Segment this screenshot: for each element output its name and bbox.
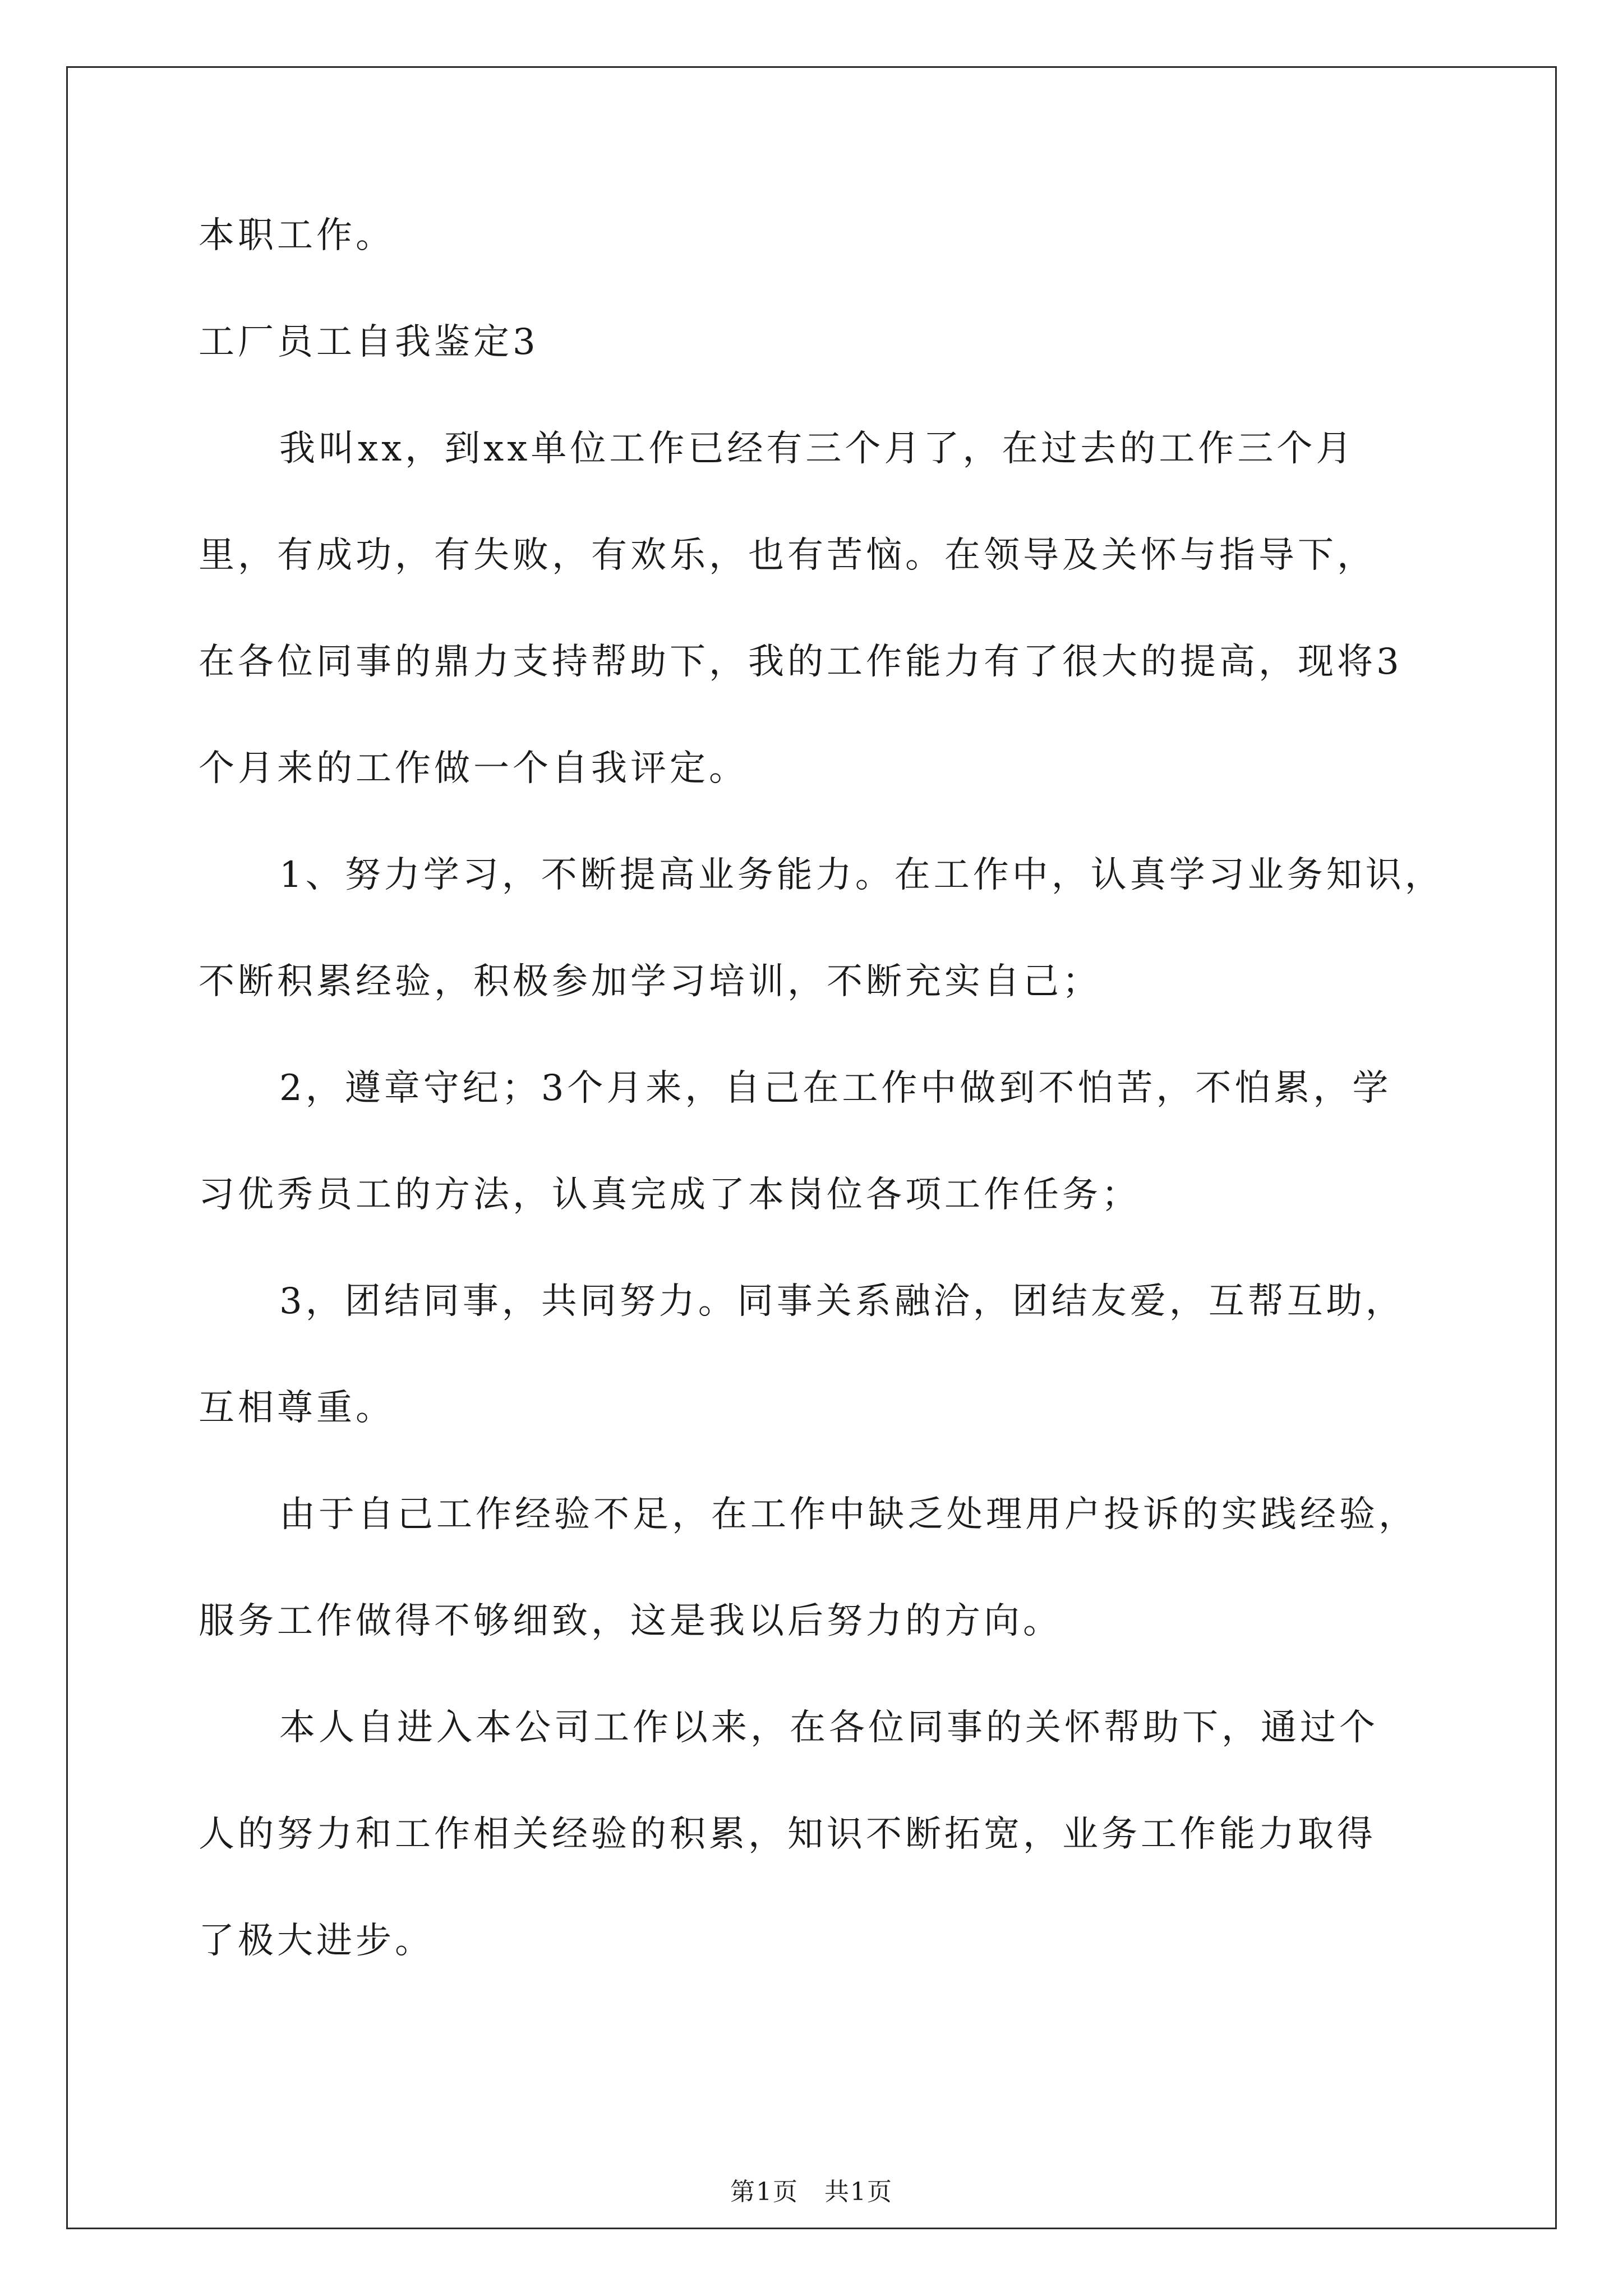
body-line: 服务工作做得不够细致，这是我以后努力的方向。 <box>199 1600 1062 1642</box>
body-line: 1、努力学习，不断提高业务能力。在工作中，认真学习业务知识， <box>279 854 1444 896</box>
body-line: 互相尊重。 <box>199 1387 395 1429</box>
body-line: 习优秀员工的方法，认真完成了本岗位各项工作任务； <box>199 1174 1141 1216</box>
body-line: 我叫xx，到xx单位工作已经有三个月了，在过去的工作三个月 <box>279 428 1355 470</box>
page-number: 第1页 共1页 <box>730 2178 893 2206</box>
body-line: 不断积累经验，积极参加学习培训，不断充实自己； <box>199 961 1101 1002</box>
body-line: 本人自进入本公司工作以来，在各位同事的关怀帮助下，通过个 <box>279 1707 1378 1749</box>
page-border <box>66 66 1557 2229</box>
body-line: 2，遵章守纪；3个月来，自己在工作中做到不怕苦，不怕累，学 <box>279 1068 1392 1109</box>
body-line: 在各位同事的鼎力支持帮助下，我的工作能力有了很大的提高，现将3 <box>199 641 1403 683</box>
body-line: 人的努力和工作相关经验的积累，知识不断拓宽，业务工作能力取得 <box>199 1814 1376 1855</box>
body-line: 由于自己工作经验不足，在工作中缺乏处理用户投诉的实践经验， <box>279 1494 1418 1535</box>
body-line: 个月来的工作做一个自我评定。 <box>199 748 748 789</box>
section-heading: 工厂员工自我鉴定3 <box>199 321 539 363</box>
body-line: 本职工作。 <box>199 215 395 256</box>
body-line: 里，有成功，有失败，有欢乐，也有苦恼。在领导及关怀与指导下， <box>199 535 1376 576</box>
body-line: 3，团结同事，共同努力。同事关系融洽，团结友爱，互帮互助， <box>279 1281 1405 1322</box>
body-line: 了极大进步。 <box>199 1920 434 1962</box>
